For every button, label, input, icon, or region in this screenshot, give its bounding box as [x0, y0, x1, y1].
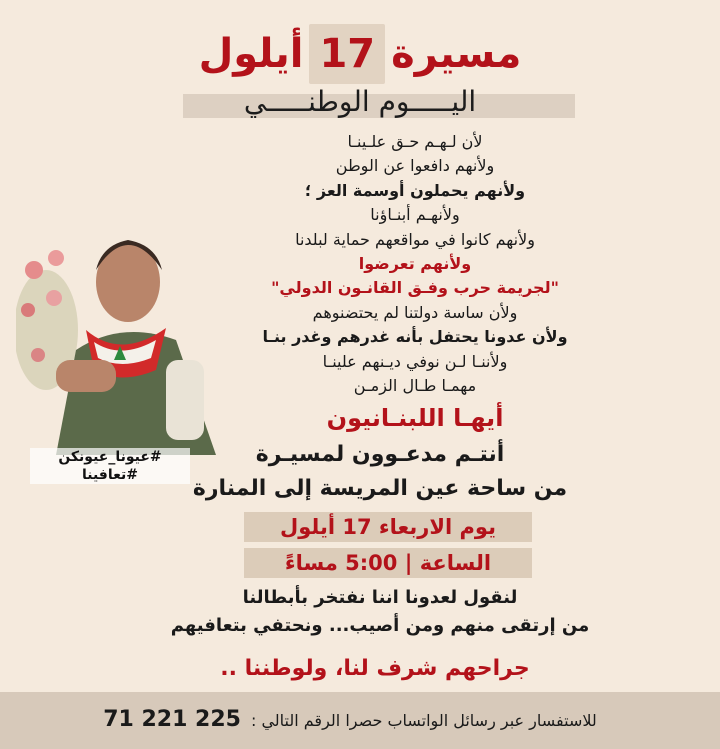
- reason-line: ولأننـا لـن نوفي ديـنهم علينـا: [322, 351, 508, 371]
- reason-line: ولأن عدونا يحتفل بأنه غدرهم وغدر بنـا: [262, 327, 568, 347]
- reasons-list: [230, 130, 600, 398]
- reason-line: ولأنهم كانوا في مواقعهم حماية لبلدنا: [295, 229, 535, 249]
- reason-line: ولأنهم يحملون أوسمة العز ؛: [304, 180, 526, 200]
- contact-info: [20, 700, 680, 741]
- invitation-line: أنتـم مدعـوون لمسيـرة: [255, 442, 505, 467]
- flower: [46, 290, 62, 306]
- invitation-line: من ساحة عين المريسة إلى المنارة: [192, 476, 568, 501]
- closing-line: لنقول لعدونا اننا نفتخر بأبطالنا: [242, 587, 518, 608]
- hashtags: [30, 448, 190, 484]
- closing-text: [120, 584, 640, 640]
- hashtag: #تعافينا: [82, 467, 138, 483]
- headline: أيهـا اللبنـانيون: [326, 404, 504, 432]
- hashtag: #عيونا_عيونكن: [58, 449, 162, 465]
- flower: [48, 250, 64, 266]
- flower: [25, 261, 43, 279]
- reason-line: ولأن ساسة دولتنا لم يحتضنوهم: [312, 302, 518, 322]
- title-word-march: مسيرة: [391, 31, 522, 77]
- subtitle: اليـــــوم الوطنـــــي: [243, 85, 477, 118]
- phone-number[interactable]: 71 221 225: [103, 707, 241, 732]
- reason-line: "لجريمة حرب وفـق القانـون الدولي": [271, 278, 559, 298]
- arm: [56, 360, 116, 392]
- reason-line: ولأنهـم أبنـاؤنا: [370, 205, 460, 225]
- reason-line: لأن لـهـم حـق علـينـا: [347, 132, 483, 151]
- title-number: 17: [309, 24, 385, 84]
- contact-text: للاستفسار عبر رسائل الواتساب حصرا الرقم التالي :: [250, 711, 597, 730]
- reason-line: ولأنهم تعرضوا: [358, 254, 472, 274]
- honor-slogan: جراحهم شرف لنا، ولوطننا ..: [220, 656, 530, 681]
- time-badge: الساعة | 5:00 مساءً: [244, 548, 532, 578]
- bandaged-arm: [166, 360, 204, 440]
- page-title: [0, 24, 720, 84]
- wounded-soldier-illustration: [16, 210, 226, 455]
- invitation: [170, 438, 590, 506]
- reason-line: مهمـا طـال الزمـن: [353, 376, 477, 396]
- flower: [31, 348, 45, 362]
- closing-line: من إرتقى منهم ومن أصيب... ونحتفي بتعافيهم: [170, 615, 590, 636]
- date-badge: يوم الاربعاء 17 أيلول: [244, 512, 532, 542]
- reason-line: ولأنهم دافعوا عن الوطن: [335, 156, 495, 176]
- title-word-september: أيلول: [198, 31, 304, 77]
- flower: [21, 303, 35, 317]
